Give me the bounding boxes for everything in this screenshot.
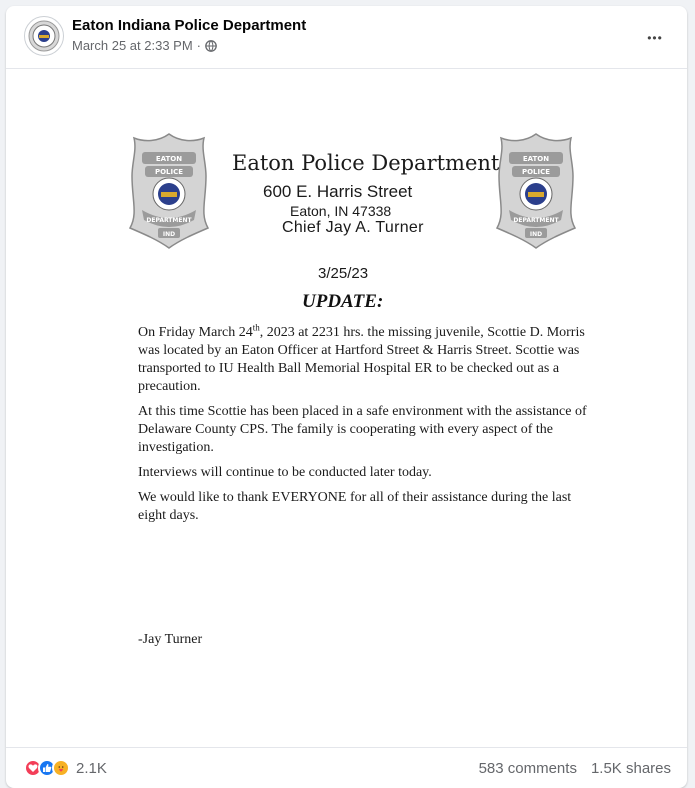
post-timestamp[interactable]: March 25 at 2:33 PM bbox=[72, 38, 193, 53]
divider bbox=[6, 747, 687, 748]
engagement-stats bbox=[479, 760, 671, 777]
post-meta bbox=[72, 38, 217, 53]
badge-top-text: EATON bbox=[522, 155, 550, 163]
press-release-image[interactable] bbox=[6, 69, 687, 747]
release-paragraph bbox=[138, 324, 588, 396]
release-signature: -Jay Turner bbox=[138, 632, 203, 647]
department-address: 600 E. Harris Street bbox=[263, 182, 413, 201]
paragraph-text: , 2023 at 2231 hrs. the missing juvenile, Scottie D. Morris was located by an Eaton Officer at Hartford Street & Harris Street. Scottie was transported to IU Health Ball Memorial Hospital ER to be checked out as a precaution. bbox=[138, 325, 585, 394]
release-paragraph: At this time Scottie has been placed in a safe environment with the assistance of Delaware County CPS. The family is cooperating with every aspect of the investigation. bbox=[138, 404, 587, 455]
department-city: Eaton, IN 47338 bbox=[290, 203, 392, 219]
shares-count[interactable]: 1.5K shares bbox=[590, 760, 671, 777]
page-avatar[interactable] bbox=[24, 16, 64, 56]
comments-count[interactable]: 583 comments bbox=[478, 760, 577, 777]
badge-bottom-text: DEPARTMENT bbox=[513, 217, 559, 224]
police-badge-icon bbox=[128, 132, 210, 250]
release-heading: UPDATE: bbox=[302, 291, 384, 312]
badge-top-text: EATON bbox=[155, 155, 183, 163]
release-date: 3/25/23 bbox=[318, 265, 369, 282]
police-badge-icon bbox=[495, 132, 577, 250]
globe-icon bbox=[205, 40, 217, 52]
badge-tab-text: IND bbox=[529, 231, 543, 238]
more-horizontal-icon: ••• bbox=[647, 31, 663, 45]
post-header bbox=[6, 6, 687, 68]
page-name[interactable]: Eaton Indiana Police Department bbox=[72, 17, 307, 34]
care-reaction-icon bbox=[52, 759, 70, 777]
meta-separator: · bbox=[196, 38, 202, 53]
police-badge-icon bbox=[27, 19, 61, 53]
post-card bbox=[6, 6, 687, 788]
badge-tab-text: IND bbox=[162, 231, 176, 238]
chief-name: Chief Jay A. Turner bbox=[282, 219, 424, 236]
reaction-count: 2.1K bbox=[76, 759, 107, 777]
badge-bottom-text: DEPARTMENT bbox=[146, 217, 192, 224]
release-body bbox=[138, 324, 588, 532]
ordinal-suffix: th bbox=[252, 322, 260, 333]
more-options-button[interactable] bbox=[637, 20, 673, 56]
release-paragraph: We would like to thank EVERYONE for all of their assistance during the last eight days. bbox=[138, 490, 572, 523]
release-paragraph: Interviews will continue to be conducted later today. bbox=[138, 465, 432, 480]
badge-middle-text: POLICE bbox=[154, 168, 184, 176]
paragraph-text: On Friday March 24 bbox=[138, 325, 253, 340]
badge-middle-text: POLICE bbox=[521, 168, 551, 176]
reactions-summary[interactable] bbox=[24, 759, 107, 777]
department-name: Eaton Police Department bbox=[232, 151, 500, 175]
